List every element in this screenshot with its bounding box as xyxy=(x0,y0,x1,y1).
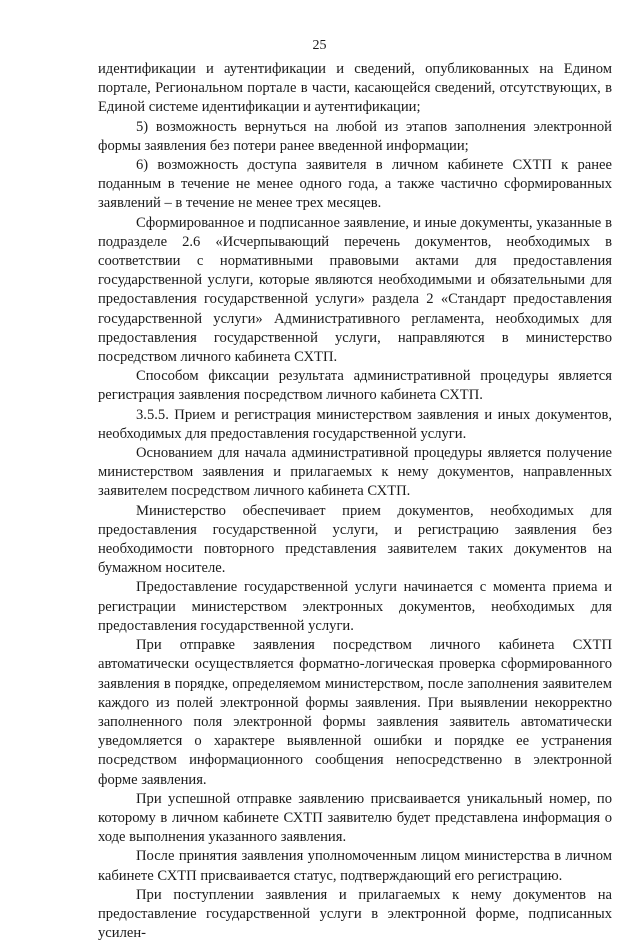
paragraph: Предоставление государственной услуги начинается с момента приема и регистрации министерством электронных документов, необходимых для предоставления государственной услуги. xyxy=(98,579,612,634)
paragraph: 6) возможность доступа заявителя в личном кабинете СХТП к ранее поданным в течение не менее одного года, а также частично сформированных заявлений – в течение не менее трех месяцев. xyxy=(98,157,612,212)
page-number: 25 xyxy=(312,38,327,53)
document-body xyxy=(98,60,612,943)
section-heading: 3.5.5. Прием и регистрация министерством заявления и иных документов, необходимых для предоставления государственной услуги. xyxy=(98,406,612,442)
paragraph: Способом фиксации результата административной процедуры является регистрация заявления посредством личного кабинета СХТП. xyxy=(98,368,612,404)
paragraph: Министерство обеспечивает прием документов, необходимых для предоставления государственной услуги, и регистрацию заявления без необходимости повторного представления заявителем таких документов на бумажном носителе. xyxy=(98,502,612,577)
paragraph: При поступлении заявления и прилагаемых к нему документов на предоставление государственной услуги в электронной форме, подписанных усилен- xyxy=(98,886,612,942)
paragraph: При успешной отправке заявлению присваивается уникальный номер, по которому в личном кабинете СХТП заявителю будет представлена информация о ходе выполнения указанного заявления. xyxy=(98,790,612,846)
paragraph: Сформированное и подписанное заявление, и иные документы, указанные в подразделе 2.6 «Исчерпывающий перечень документов, необходимых в соответствии с нормативными правовыми актами для предоставления государственной услуги, которые являются необходимыми и обязательными для предоставления государственной услуги» раздела 2 «Стандарт предоставления государственной услуги» Административного регламента, необходимых для предоставления государственной услуги, направляются в министерство посредством личного кабинета СХТП. xyxy=(98,214,612,366)
paragraph: При отправке заявления посредством личного кабинета СХТП автоматически осуществляется форматно-логическая проверка сформированного заявления в порядке, определяемом министерством, после заполнения заявителем каждого из полей электронной формы заявления. При выявлении некорректно заполненного поля электронной формы заявления заявитель автоматически уведомляется о характере выявленной ошибки и порядке ее устранения посредством информационного сообщения непосредственно в электронной форме заявления. xyxy=(98,637,612,788)
paragraph: Основанием для начала административной процедуры является получение министерством заявления и прилагаемых к нему документов, направленных заявителем посредством личного кабинета СХТП. xyxy=(98,445,612,500)
paragraph: 5) возможность вернуться на любой из этапов заполнения электронной формы заявления без потери ранее введенной информации; xyxy=(98,118,612,154)
paragraph: идентификации и аутентификации и сведений, опубликованных на Едином портале, Региональном портале в части, касающейся сведений, отсутствующих, в Единой системе идентификации и аутентификации; xyxy=(98,61,612,116)
paragraph: После принятия заявления уполномоченным лицом министерства в личном кабинете СХТП присваивается статус, подтверждающий его регистрацию. xyxy=(98,848,612,884)
